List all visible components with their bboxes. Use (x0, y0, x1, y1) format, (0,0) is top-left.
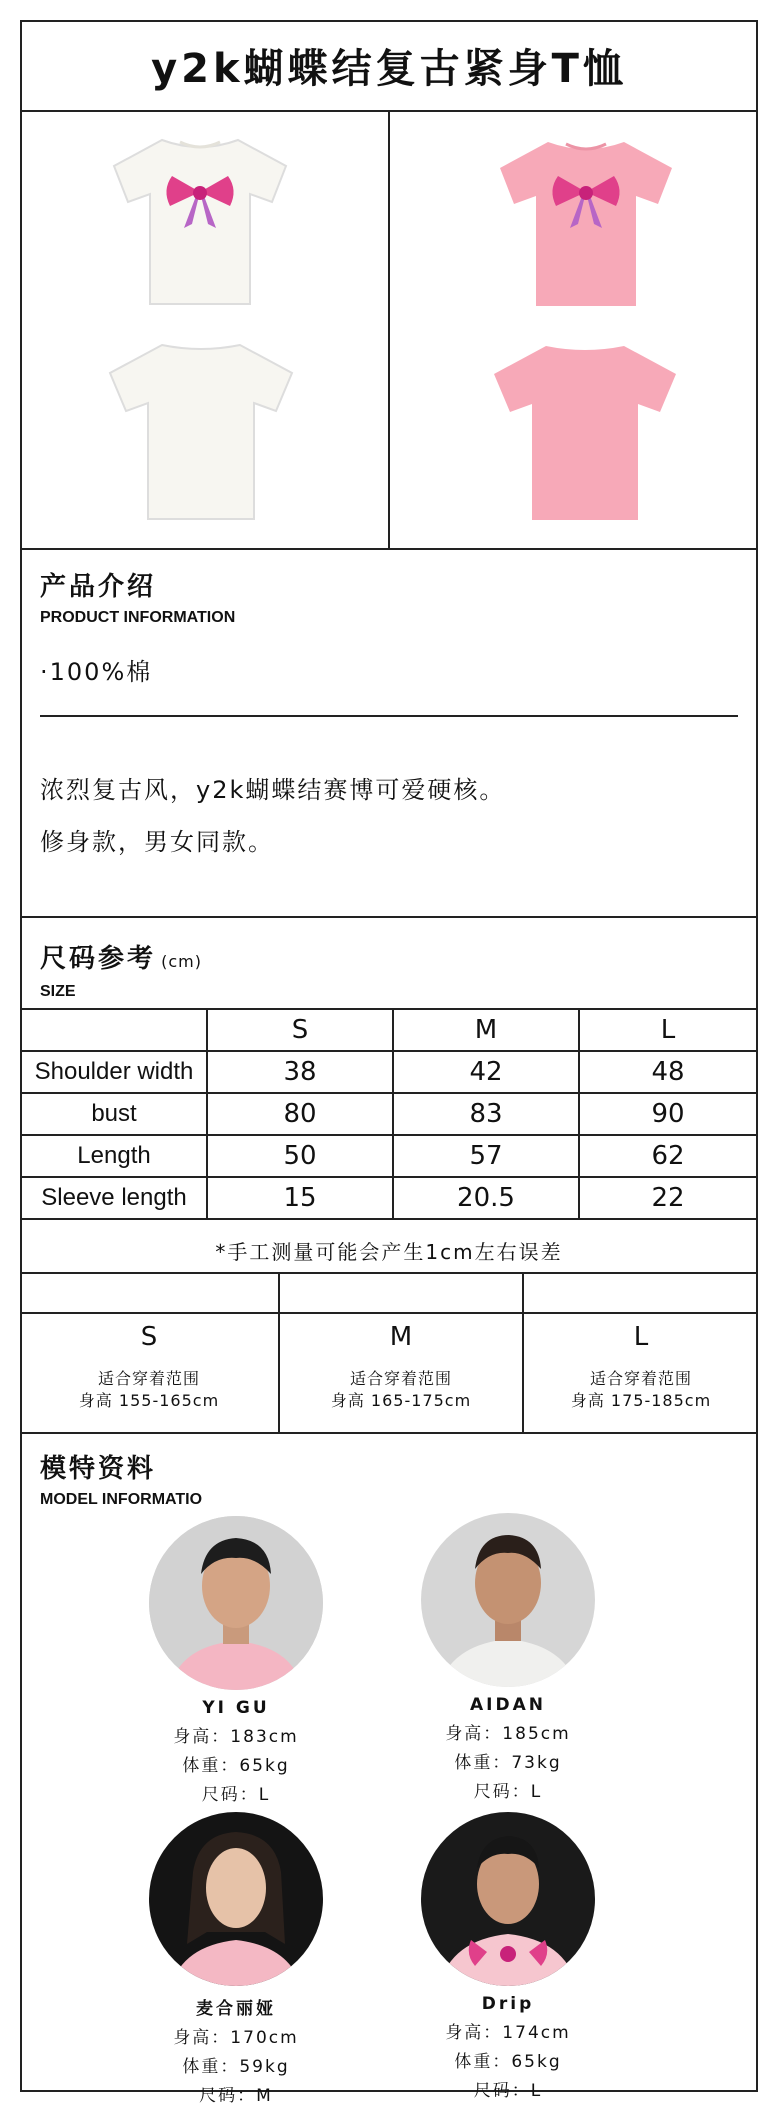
size-table (20, 1008, 758, 1220)
size-subtitle: SIZE (40, 983, 76, 1000)
table-row (21, 1093, 757, 1135)
model-size: 尺码：L (201, 1785, 271, 1805)
model-title: 模特资料 (40, 1454, 157, 1484)
model-card (388, 1513, 628, 1802)
avatar (149, 1812, 323, 1986)
model-weight: 体重：73kg (454, 1753, 562, 1773)
cell-value: 57 (393, 1135, 579, 1177)
fit-size: M (389, 1322, 413, 1352)
model-height: 身高：174cm (445, 2023, 571, 2043)
row-label: Sleeve length (21, 1177, 207, 1219)
measurement-note: *手工测量可能会产生1cm左右误差 (20, 1228, 758, 1274)
fit-range: 身高 155-165cm (78, 1391, 220, 1410)
model-card (116, 1812, 356, 2106)
fit-col-l (524, 1274, 758, 1432)
photo-divider (388, 112, 390, 548)
cell-value: 42 (393, 1051, 579, 1093)
avatar (421, 1513, 595, 1687)
model-name: Drip (481, 1994, 535, 2014)
cell-value: 50 (207, 1135, 393, 1177)
table-row (21, 1135, 757, 1177)
white-tee-back-image (96, 337, 306, 527)
cell-value: 80 (207, 1093, 393, 1135)
model-subtitle: MODEL INFORMATIO (40, 1491, 203, 1508)
size-title: 尺码参考 (40, 944, 157, 974)
pink-tee-front-image (486, 134, 686, 314)
fit-size: L (633, 1322, 649, 1352)
model-size: 尺码：L (473, 1782, 543, 1802)
description-line-1: 浓烈复古风，y2k蝴蝶结赛博可爱硬核。 (40, 776, 506, 804)
product-photos (20, 112, 758, 550)
fit-range: 身高 165-175cm (330, 1391, 472, 1410)
model-size: 尺码：M (199, 2086, 273, 2106)
fit-col-s (20, 1274, 280, 1432)
model-name: 麦合丽娅 (196, 1999, 276, 2019)
model-name: AIDAN (470, 1695, 546, 1715)
model-height: 身高：183cm (173, 1727, 299, 1747)
model-name: YI GU (202, 1698, 270, 1718)
product-info-subtitle: PRODUCT INFORMATION (40, 609, 236, 626)
table-row (21, 1051, 757, 1093)
fit-label: 适合穿着范围 (349, 1369, 452, 1388)
white-tee-front-image (100, 132, 300, 312)
size-col-s: S (207, 1009, 393, 1051)
model-weight: 体重：65kg (454, 2052, 562, 2072)
fit-range: 身高 175-185cm (570, 1391, 712, 1410)
product-info-heading (40, 566, 235, 627)
model-heading (40, 1448, 202, 1509)
avatar (421, 1812, 595, 1986)
model-card (388, 1812, 628, 2101)
fit-label: 适合穿着范围 (97, 1369, 200, 1388)
row-label: Shoulder width (21, 1051, 207, 1093)
cell-value: 15 (207, 1177, 393, 1219)
fit-label: 适合穿着范围 (589, 1369, 692, 1388)
section-rule (40, 715, 738, 717)
size-col-l: L (579, 1009, 757, 1051)
cell-value: 20.5 (393, 1177, 579, 1219)
size-unit: (cm) (161, 952, 202, 971)
model-weight: 体重：59kg (182, 2057, 290, 2077)
cell-value: 38 (207, 1051, 393, 1093)
cell-value: 62 (579, 1135, 757, 1177)
section-divider (20, 916, 758, 918)
model-height: 身高：185cm (445, 1724, 571, 1744)
model-size: 尺码：L (473, 2081, 543, 2101)
table-row (21, 1177, 757, 1219)
row-label: Length (21, 1135, 207, 1177)
model-card (116, 1516, 356, 1805)
fit-range-table (20, 1274, 758, 1434)
model-height: 身高：170cm (173, 2028, 299, 2048)
product-info-title: 产品介绍 (40, 572, 157, 602)
model-weight: 体重：65kg (182, 1756, 290, 1776)
size-table-corner (21, 1009, 207, 1051)
avatar (149, 1516, 323, 1690)
cell-value: 83 (393, 1093, 579, 1135)
row-label: bust (21, 1093, 207, 1135)
size-heading (40, 938, 202, 1001)
pink-tee-back-image (480, 338, 690, 528)
size-table-header (21, 1009, 757, 1051)
fit-col-m (280, 1274, 524, 1432)
fit-size: S (140, 1322, 158, 1352)
description-line-2: 修身款，男女同款。 (40, 828, 274, 856)
cell-value: 22 (579, 1177, 757, 1219)
cell-value: 48 (579, 1051, 757, 1093)
size-col-m: M (393, 1009, 579, 1051)
cell-value: 90 (579, 1093, 757, 1135)
material-text: ·100%棉 (40, 658, 153, 686)
page-title: y2k蝴蝶结复古紧身T恤 (20, 20, 758, 112)
